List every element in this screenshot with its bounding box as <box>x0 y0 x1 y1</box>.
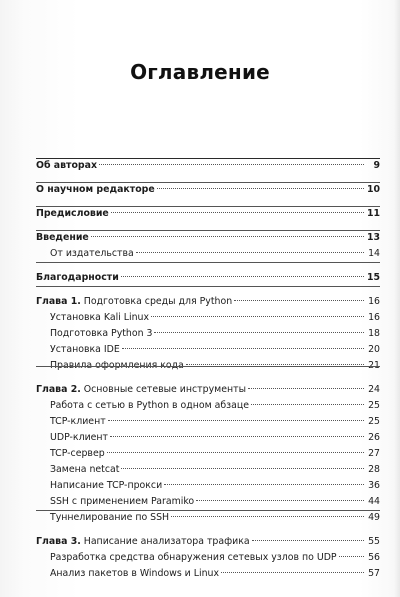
dot-leader <box>121 276 364 277</box>
toc-entry-page: 9 <box>373 160 380 171</box>
toc-entry-title: Установка Kali Linux <box>50 312 150 323</box>
toc-subentry <box>36 550 380 566</box>
dot-leader <box>108 420 364 421</box>
toc-entry-title: Основные сетевые инструменты <box>83 384 246 395</box>
toc-entry-page: 44 <box>368 496 380 507</box>
toc-chapter <box>36 534 380 550</box>
toc-entry-page: 27 <box>368 448 380 459</box>
toc-entry-page: 36 <box>368 480 380 491</box>
toc-entry-title: Анализ пакетов в Windows и Linux <box>50 568 220 579</box>
section-rule <box>36 262 380 263</box>
toc-entry-title: Написание TCP-прокси <box>50 480 163 491</box>
toc-chapter <box>36 294 380 310</box>
toc-entry <box>36 182 380 198</box>
dot-leader <box>111 212 364 213</box>
toc-subentry <box>36 414 380 430</box>
dot-leader <box>248 388 364 389</box>
dot-leader <box>122 348 364 349</box>
toc-entry-page: 55 <box>368 536 380 547</box>
chapter-number: Глава 2. <box>36 384 81 395</box>
section-rule <box>36 206 380 207</box>
toc-subentry <box>36 430 380 446</box>
toc-entry-page: 11 <box>366 208 380 219</box>
dot-leader <box>171 516 364 517</box>
toc-subentry <box>36 246 380 262</box>
dot-leader <box>91 236 364 237</box>
toc-entry-title: Установка IDE <box>50 344 120 355</box>
section-rule <box>36 366 380 367</box>
dot-leader <box>99 164 364 165</box>
dot-leader <box>136 252 364 253</box>
dot-leader <box>121 468 364 469</box>
toc-subentry <box>36 462 380 478</box>
dot-leader <box>252 540 364 541</box>
toc-entry <box>36 158 380 174</box>
dot-leader <box>186 364 364 365</box>
toc-entry-page: 14 <box>368 248 380 259</box>
dot-leader <box>339 556 364 557</box>
toc-entry <box>36 230 380 246</box>
toc-entry-title: Подготовка Python 3 <box>50 328 153 339</box>
toc-subentry <box>36 510 380 526</box>
toc-entry <box>36 206 380 222</box>
toc-entry-page: 24 <box>368 384 380 395</box>
toc-subentry <box>36 310 380 326</box>
toc-entry-title: Предисловие <box>36 208 109 219</box>
toc-entry-title: Разработка средства обнаружения сетевых узлов по UDP <box>50 552 337 563</box>
toc-entry-title: Подготовка среды для Python <box>83 296 233 307</box>
toc-entry-title: О научном редакторе <box>36 184 155 195</box>
toc-entry-page: 49 <box>368 512 380 523</box>
toc-entry-title: Замена netcat <box>50 464 120 475</box>
toc-entry-title: Об авторах <box>36 160 97 171</box>
toc-entry-title: TCP-клиент <box>50 416 106 427</box>
table-of-contents <box>36 158 380 582</box>
toc-subentry <box>36 326 380 342</box>
dot-leader <box>164 484 364 485</box>
toc-entry-page: 18 <box>368 328 380 339</box>
toc-entry-title: Введение <box>36 232 89 243</box>
toc-subentry <box>36 566 380 582</box>
dot-leader <box>234 300 364 301</box>
section-rule <box>36 230 380 231</box>
toc-subentry <box>36 446 380 462</box>
chapter-number: Глава 3. <box>36 536 81 547</box>
toc-entry-page: 15 <box>366 272 380 283</box>
dot-leader <box>107 452 364 453</box>
toc-entry-title: UDP-клиент <box>50 432 109 443</box>
toc-subentry <box>36 342 380 358</box>
toc-entry-page: 20 <box>368 344 380 355</box>
toc-entry-title: TCP-сервер <box>50 448 105 459</box>
toc-entry-page: 25 <box>368 400 380 411</box>
page-title: Оглавление <box>130 60 270 84</box>
dot-leader <box>110 436 364 437</box>
toc-entry-page: 16 <box>368 312 380 323</box>
section-rule <box>36 158 380 159</box>
toc-entry <box>36 270 380 286</box>
toc-entry-page: 25 <box>368 416 380 427</box>
toc-entry-title: От издательства <box>50 248 134 259</box>
chapter-number: Глава 1. <box>36 296 81 307</box>
dot-leader <box>251 404 364 405</box>
toc-entry-title: Написание анализатора трафика <box>83 536 250 547</box>
toc-subentry <box>36 398 380 414</box>
dot-leader <box>154 332 364 333</box>
toc-chapter <box>36 382 380 398</box>
toc-entry-page: 56 <box>368 552 380 563</box>
toc-entry-title: SSH с применением Paramiko <box>50 496 195 507</box>
dot-leader <box>151 316 364 317</box>
dot-leader <box>221 572 364 573</box>
toc-entry-page: 13 <box>366 232 380 243</box>
toc-subentry <box>36 494 380 510</box>
toc-entry-title: Работа с сетью в Python в одном абзаце <box>50 400 250 411</box>
section-rule <box>36 510 380 511</box>
toc-entry-page: 16 <box>368 296 380 307</box>
toc-entry-page: 57 <box>368 568 380 579</box>
toc-entry-page: 26 <box>368 432 380 443</box>
toc-entry-title: Благодарности <box>36 272 119 283</box>
page-edge-shadow <box>394 0 400 597</box>
section-rule <box>36 286 380 287</box>
dot-leader <box>157 188 364 189</box>
dot-leader <box>196 500 364 501</box>
toc-entry-title: Туннелирование по SSH <box>50 512 170 523</box>
toc-entry-page: 10 <box>366 184 380 195</box>
section-rule <box>36 182 380 183</box>
toc-entry-page: 28 <box>368 464 380 475</box>
toc-subentry <box>36 478 380 494</box>
